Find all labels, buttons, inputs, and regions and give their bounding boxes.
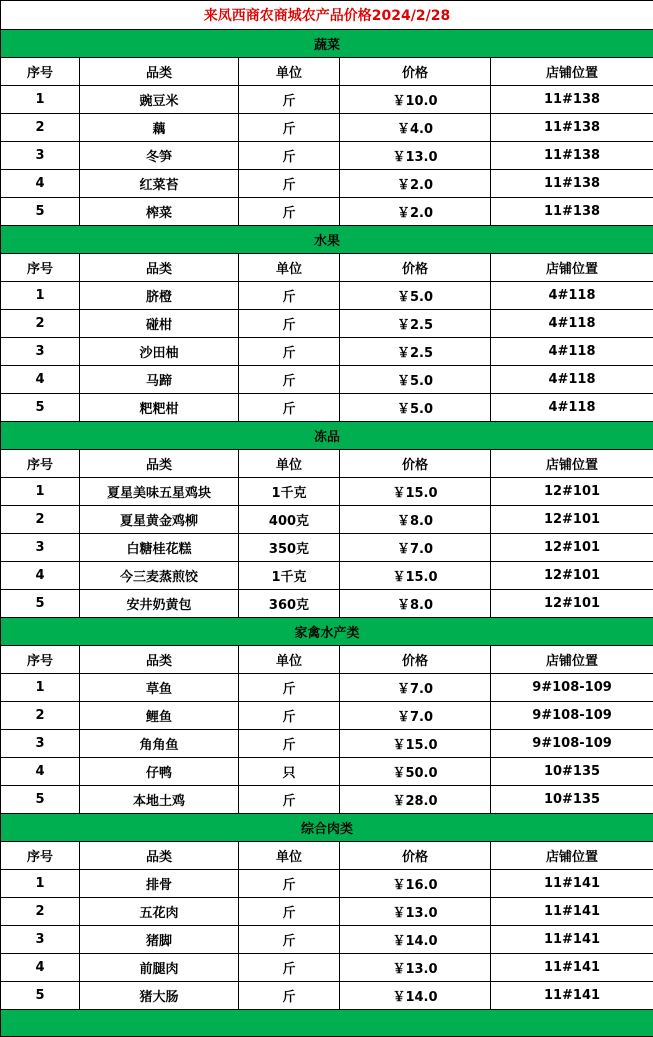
cell-item: 安井奶黄包 [80, 590, 239, 618]
cell-unit: 360克 [239, 590, 340, 618]
table-row [1, 590, 653, 618]
cell-index: 2 [1, 310, 80, 338]
cell-unit: 1千克 [239, 478, 340, 506]
cell-index: 4 [1, 562, 80, 590]
cell-location: 12#101 [491, 590, 653, 618]
cell-location: 9#108-109 [491, 702, 653, 730]
cell-index: 4 [1, 366, 80, 394]
table-row [1, 674, 653, 702]
cell-unit: 350克 [239, 534, 340, 562]
cell-index: 2 [1, 702, 80, 730]
cell-unit: 斤 [239, 702, 340, 730]
cell-unit: 斤 [239, 926, 340, 954]
cell-item: 草鱼 [80, 674, 239, 702]
cell-price: ￥28.0 [340, 786, 491, 814]
cell-index: 4 [1, 954, 80, 982]
table-row [1, 338, 653, 366]
cell-location: 11#141 [491, 926, 653, 954]
cell-item: 猪脚 [80, 926, 239, 954]
cell-unit: 斤 [239, 982, 340, 1010]
cell-index: 5 [1, 590, 80, 618]
cell-price: ￥15.0 [340, 478, 491, 506]
table-row [1, 366, 653, 394]
table-row [1, 310, 653, 338]
cell-location: 12#101 [491, 562, 653, 590]
cell-item: 前腿肉 [80, 954, 239, 982]
cell-item: 藕 [80, 114, 239, 142]
cell-index: 3 [1, 534, 80, 562]
cell-price: ￥10.0 [340, 86, 491, 114]
column-header-location: 店铺位置 [491, 450, 653, 478]
cell-index: 2 [1, 506, 80, 534]
cell-unit: 400克 [239, 506, 340, 534]
cell-index: 2 [1, 898, 80, 926]
cell-location: 4#118 [491, 366, 653, 394]
cell-price: ￥8.0 [340, 506, 491, 534]
cell-index: 1 [1, 86, 80, 114]
cell-location: 11#141 [491, 870, 653, 898]
cell-unit: 斤 [239, 86, 340, 114]
cell-location: 4#118 [491, 394, 653, 422]
cell-price: ￥15.0 [340, 562, 491, 590]
cell-unit: 斤 [239, 954, 340, 982]
section-title: 水果 [1, 226, 653, 254]
cell-unit: 斤 [239, 114, 340, 142]
cell-location: 9#108-109 [491, 730, 653, 758]
column-header-price: 价格 [340, 254, 491, 282]
cell-unit: 斤 [239, 394, 340, 422]
cell-location: 4#118 [491, 310, 653, 338]
column-header-unit: 单位 [239, 450, 340, 478]
cell-price: ￥14.0 [340, 982, 491, 1010]
table-row [1, 198, 653, 226]
section-header-row [1, 226, 653, 254]
cell-unit: 斤 [239, 142, 340, 170]
footer-row [1, 1010, 653, 1037]
cell-index: 2 [1, 114, 80, 142]
column-header-index: 序号 [1, 58, 80, 86]
table-row [1, 506, 653, 534]
footer-bar [1, 1010, 653, 1037]
cell-item: 冬笋 [80, 142, 239, 170]
section-title: 家禽水产类 [1, 618, 653, 646]
table-row [1, 562, 653, 590]
cell-location: 11#138 [491, 170, 653, 198]
cell-price: ￥16.0 [340, 870, 491, 898]
column-header-row [1, 254, 653, 282]
cell-index: 5 [1, 786, 80, 814]
section-title: 综合肉类 [1, 814, 653, 842]
cell-price: ￥2.5 [340, 310, 491, 338]
cell-unit: 斤 [239, 870, 340, 898]
cell-index: 5 [1, 394, 80, 422]
cell-unit: 1千克 [239, 562, 340, 590]
column-header-price: 价格 [340, 450, 491, 478]
column-header-index: 序号 [1, 646, 80, 674]
cell-item: 红菜苔 [80, 170, 239, 198]
cell-index: 1 [1, 870, 80, 898]
cell-location: 11#138 [491, 142, 653, 170]
page-title: 来凤西商农商城农产品价格2024/2/28 [1, 1, 653, 30]
section-header-row [1, 30, 653, 58]
table-row [1, 170, 653, 198]
cell-item: 马蹄 [80, 366, 239, 394]
section-title: 蔬菜 [1, 30, 653, 58]
column-header-location: 店铺位置 [491, 254, 653, 282]
cell-price: ￥7.0 [340, 534, 491, 562]
cell-price: ￥7.0 [340, 674, 491, 702]
column-header-item: 品类 [80, 842, 239, 870]
cell-item: 夏星黄金鸡柳 [80, 506, 239, 534]
table-row [1, 114, 653, 142]
cell-unit: 斤 [239, 730, 340, 758]
table-row [1, 898, 653, 926]
cell-location: 12#101 [491, 478, 653, 506]
cell-item: 本地土鸡 [80, 786, 239, 814]
column-header-item: 品类 [80, 646, 239, 674]
table-row [1, 982, 653, 1010]
table-row [1, 282, 653, 310]
cell-unit: 斤 [239, 786, 340, 814]
column-header-index: 序号 [1, 450, 80, 478]
cell-price: ￥13.0 [340, 898, 491, 926]
cell-item: 五花肉 [80, 898, 239, 926]
cell-index: 3 [1, 730, 80, 758]
column-header-row [1, 450, 653, 478]
cell-unit: 斤 [239, 338, 340, 366]
cell-index: 4 [1, 170, 80, 198]
cell-unit: 只 [239, 758, 340, 786]
cell-index: 3 [1, 926, 80, 954]
column-header-item: 品类 [80, 254, 239, 282]
cell-item: 夏星美味五星鸡块 [80, 478, 239, 506]
cell-item: 榨菜 [80, 198, 239, 226]
column-header-index: 序号 [1, 254, 80, 282]
cell-unit: 斤 [239, 310, 340, 338]
column-header-row [1, 842, 653, 870]
cell-location: 4#118 [491, 338, 653, 366]
cell-item: 沙田柚 [80, 338, 239, 366]
cell-index: 1 [1, 478, 80, 506]
cell-price: ￥5.0 [340, 394, 491, 422]
column-header-price: 价格 [340, 646, 491, 674]
cell-price: ￥2.0 [340, 198, 491, 226]
table-row [1, 478, 653, 506]
cell-price: ￥13.0 [340, 142, 491, 170]
table-row [1, 758, 653, 786]
cell-location: 11#138 [491, 86, 653, 114]
cell-index: 1 [1, 674, 80, 702]
cell-location: 12#101 [491, 506, 653, 534]
cell-index: 3 [1, 142, 80, 170]
cell-location: 11#141 [491, 898, 653, 926]
cell-unit: 斤 [239, 170, 340, 198]
cell-item: 排骨 [80, 870, 239, 898]
cell-index: 3 [1, 338, 80, 366]
column-header-unit: 单位 [239, 254, 340, 282]
table-row [1, 954, 653, 982]
table-row [1, 142, 653, 170]
cell-item: 猪大肠 [80, 982, 239, 1010]
cell-price: ￥2.0 [340, 170, 491, 198]
cell-index: 1 [1, 282, 80, 310]
column-header-price: 价格 [340, 58, 491, 86]
cell-price: ￥14.0 [340, 926, 491, 954]
cell-location: 9#108-109 [491, 674, 653, 702]
cell-item: 鲤鱼 [80, 702, 239, 730]
column-header-row [1, 58, 653, 86]
cell-index: 5 [1, 982, 80, 1010]
cell-price: ￥5.0 [340, 282, 491, 310]
cell-item: 角角鱼 [80, 730, 239, 758]
cell-price: ￥50.0 [340, 758, 491, 786]
cell-location: 11#138 [491, 114, 653, 142]
cell-location: 11#141 [491, 982, 653, 1010]
cell-price: ￥15.0 [340, 730, 491, 758]
cell-price: ￥7.0 [340, 702, 491, 730]
cell-unit: 斤 [239, 898, 340, 926]
table-row [1, 926, 653, 954]
section-title: 冻品 [1, 422, 653, 450]
column-header-unit: 单位 [239, 646, 340, 674]
table-row [1, 730, 653, 758]
column-header-price: 价格 [340, 842, 491, 870]
cell-unit: 斤 [239, 366, 340, 394]
cell-item: 脐橙 [80, 282, 239, 310]
cell-price: ￥5.0 [340, 366, 491, 394]
cell-item: 碰柑 [80, 310, 239, 338]
column-header-unit: 单位 [239, 842, 340, 870]
column-header-item: 品类 [80, 450, 239, 478]
cell-unit: 斤 [239, 282, 340, 310]
column-header-location: 店铺位置 [491, 842, 653, 870]
column-header-index: 序号 [1, 842, 80, 870]
cell-price: ￥4.0 [340, 114, 491, 142]
cell-item: 今三麦蒸煎饺 [80, 562, 239, 590]
cell-price: ￥2.5 [340, 338, 491, 366]
cell-price: ￥8.0 [340, 590, 491, 618]
table-row [1, 394, 653, 422]
column-header-row [1, 646, 653, 674]
title-row [1, 1, 653, 30]
column-header-location: 店铺位置 [491, 646, 653, 674]
cell-item: 白糖桂花糕 [80, 534, 239, 562]
table-row [1, 86, 653, 114]
column-header-location: 店铺位置 [491, 58, 653, 86]
cell-location: 11#141 [491, 954, 653, 982]
cell-index: 5 [1, 198, 80, 226]
table-row [1, 786, 653, 814]
table-row [1, 870, 653, 898]
section-header-row [1, 422, 653, 450]
cell-price: ￥13.0 [340, 954, 491, 982]
cell-location: 11#138 [491, 198, 653, 226]
table-row [1, 534, 653, 562]
cell-location: 12#101 [491, 534, 653, 562]
section-header-row [1, 814, 653, 842]
cell-item: 仔鸭 [80, 758, 239, 786]
cell-item: 粑粑柑 [80, 394, 239, 422]
cell-unit: 斤 [239, 674, 340, 702]
cell-index: 4 [1, 758, 80, 786]
cell-location: 10#135 [491, 786, 653, 814]
table-row [1, 702, 653, 730]
column-header-item: 品类 [80, 58, 239, 86]
cell-location: 4#118 [491, 282, 653, 310]
section-header-row [1, 618, 653, 646]
cell-location: 10#135 [491, 758, 653, 786]
cell-item: 豌豆米 [80, 86, 239, 114]
column-header-unit: 单位 [239, 58, 340, 86]
cell-unit: 斤 [239, 198, 340, 226]
